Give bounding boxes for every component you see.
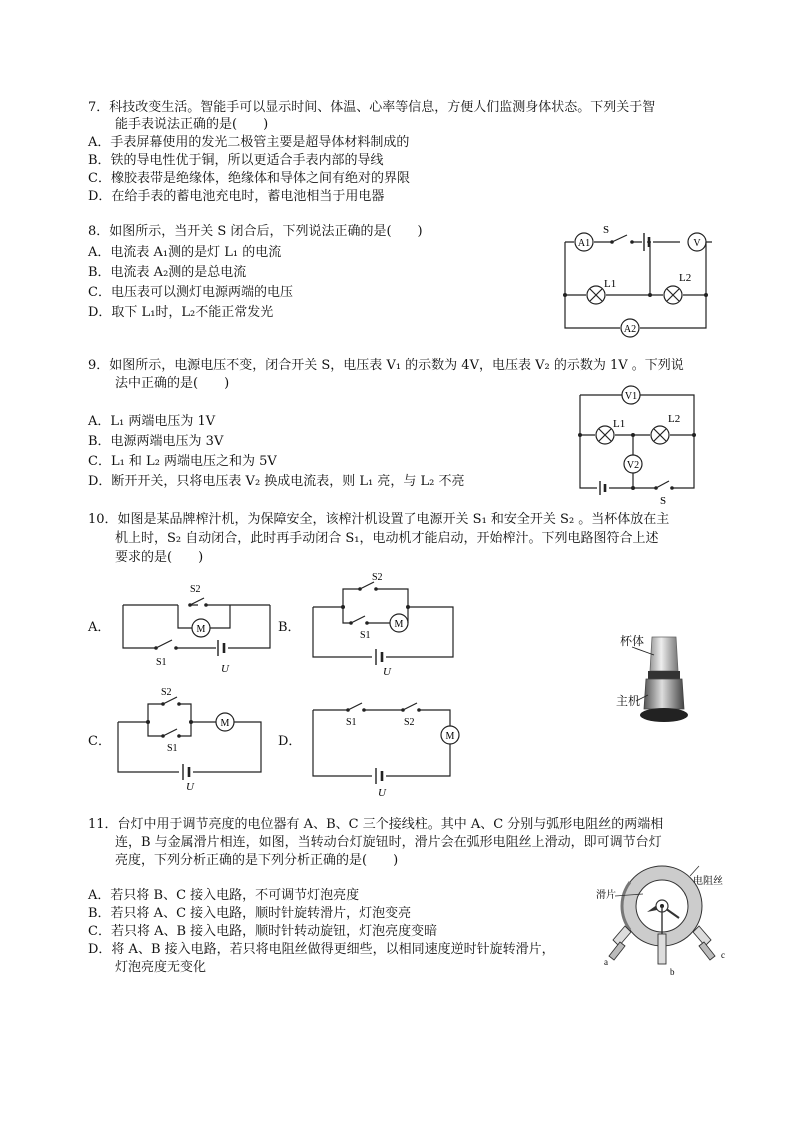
label-s2: S2: [161, 687, 172, 698]
q9-stem-line1: 9．如图所示，电源电压不变，闭合开关 S，电压表 V₁ 的示数为 4V，电压表 V₂ 的示数为 1V 。下列说: [88, 358, 684, 373]
label-l2: L2: [679, 272, 692, 284]
terminal-b-icon: [658, 934, 666, 964]
q11-stem-line1: 11．台灯中用于调节亮度的电位器有 A、B、C 三个接线柱。其中 A、C 分别与弧形电阻丝的两端相: [88, 817, 664, 832]
q8-option-a: A．电流表 A₁测的是灯 L₁ 的电流: [88, 245, 282, 260]
q10-circuit-b: [308, 572, 458, 678]
q9-option-b: B．电源两端电压为 3V: [88, 434, 224, 449]
terminal-a-icon: [613, 926, 631, 946]
q8-circuit-diagram: [560, 220, 720, 345]
label-l2: L2: [668, 413, 681, 425]
q7-option-a: A．手表屏幕使用的发光二极管主要是超导体材料制成的: [88, 135, 410, 150]
q10-circuit-d: [308, 700, 468, 800]
label-a1: A1: [577, 238, 591, 249]
label-b: b: [670, 967, 675, 977]
label-u: U: [186, 781, 194, 793]
label-u: U: [378, 787, 386, 799]
q10-circuit-c: [113, 687, 263, 793]
q7-option-d: D．在给手表的蓄电池充电时，蓄电池相当于用电器: [88, 189, 385, 204]
label-u: U: [221, 663, 229, 675]
q8-stem: 8．如图所示，当开关 S 闭合后，下列说法正确的是( ): [88, 224, 423, 239]
q11-option-b: B．若只将 A、C 接入电路，顺时针旋转滑片，灯泡变亮: [88, 906, 412, 921]
label-v: V: [693, 238, 701, 249]
q11-option-d-line1: D．将 A、B 接入电路，若只将电阻丝做得更细些，以相同速度逆时针旋转滑片，: [88, 942, 555, 957]
label-s1: S1: [156, 657, 167, 668]
q11-option-c: C．若只将 A、B 接入电路，顺时针转动旋钮，灯泡亮度变暗: [88, 924, 438, 939]
label-v1: V1: [624, 391, 638, 402]
cup-icon: [650, 637, 678, 671]
q8-option-d: D．取下 L₁时，L₂不能正常发光: [88, 305, 274, 320]
label-s1: S1: [360, 630, 371, 641]
q11-option-a: A．若只将 B、C 接入电路，不可调节灯泡亮度: [88, 888, 360, 903]
label-l1: L1: [604, 278, 617, 290]
label-v2: V2: [626, 460, 640, 471]
q10-option-d-label: D．: [278, 734, 302, 749]
label-c: c: [721, 950, 725, 960]
q9-circuit-diagram: [572, 385, 732, 510]
label-s2: S2: [372, 572, 383, 583]
label-u: U: [383, 666, 391, 678]
label-s1: S1: [167, 743, 178, 754]
label-s2: S2: [190, 584, 201, 595]
label-s2: S2: [404, 717, 415, 728]
q7-option-b: B．铁的导电性优于铜，所以更适合手表内部的导线: [88, 153, 384, 168]
label-m: M: [394, 619, 404, 630]
q8-option-c: C．电压表可以测灯电源两端的电压: [88, 285, 293, 300]
q9-option-d: D．断开开关，只将电压表 V₂ 换成电流表，则 L₁ 亮，与 L₂ 不亮: [88, 474, 465, 489]
q9-option-c: C．L₁ 和 L₂ 两端电压之和为 5V: [88, 454, 277, 469]
q10-stem-line1: 10．如图是某品牌榨汁机，为保障安全，该榨汁机设置了电源开关 S₁ 和安全开关 S₂ 。当杯体放在主: [88, 512, 670, 527]
label-wire: 电阻丝: [693, 876, 723, 887]
q7-stem-line1: 7．科技改变生活。智能手可以显示时间、体温、心率等信息，方便人们监测身体状态。下列关于智: [88, 100, 656, 115]
q10-option-a-label: A．: [88, 620, 111, 635]
base-label: 主机: [616, 694, 641, 708]
label-s1: S1: [346, 717, 357, 728]
q10-circuit-a: [118, 580, 268, 680]
q10-option-b-label: B．: [278, 620, 301, 635]
label-a: a: [604, 957, 608, 967]
label-m: M: [196, 624, 206, 635]
q7-option-c: C．橡胶表带是绝缘体，绝缘体和导体之间有绝对的界限: [88, 171, 410, 186]
q9-stem-line2: 法中正确的是( ): [115, 376, 230, 391]
label-m: M: [220, 718, 230, 729]
q11-stem-line2: 连，B 与金属滑片相连，如图，当转动台灯旋钮时，滑片会在弧形电阻丝上滑动，即可调节台灯: [115, 835, 662, 850]
label-m: M: [445, 731, 455, 742]
q11-option-d-line2: 灯泡亮度无变化: [115, 960, 207, 975]
label-s: S: [660, 495, 667, 507]
q10-option-c-label: C．: [88, 734, 111, 749]
label-l1: L1: [613, 418, 626, 430]
terminal-c-icon: [693, 926, 711, 946]
q10-stem-line2: 机上时，S₂ 自动闭合，此时再手动闭合 S₁，电动机才能启动，开始榨汁。下列电路图符合上述: [115, 531, 659, 546]
label-a2: A2: [623, 324, 637, 335]
q7-stem-line2: 能手表说法正确的是( ): [115, 117, 269, 132]
q10-stem-line3: 要求的是( ): [115, 550, 204, 565]
label-s: S: [603, 224, 610, 236]
cup-label: 杯体: [620, 634, 645, 648]
label-slider: 滑片: [596, 890, 616, 901]
potentiometer-diagram: [595, 862, 745, 980]
q11-stem-line3: 亮度，下列分析正确的是下列分析正确的是( ): [115, 853, 399, 868]
q8-option-b: B．电流表 A₂测的是总电流: [88, 265, 247, 280]
q9-option-a: A．L₁ 两端电压为 1V: [88, 414, 216, 429]
base-icon: [644, 679, 684, 709]
